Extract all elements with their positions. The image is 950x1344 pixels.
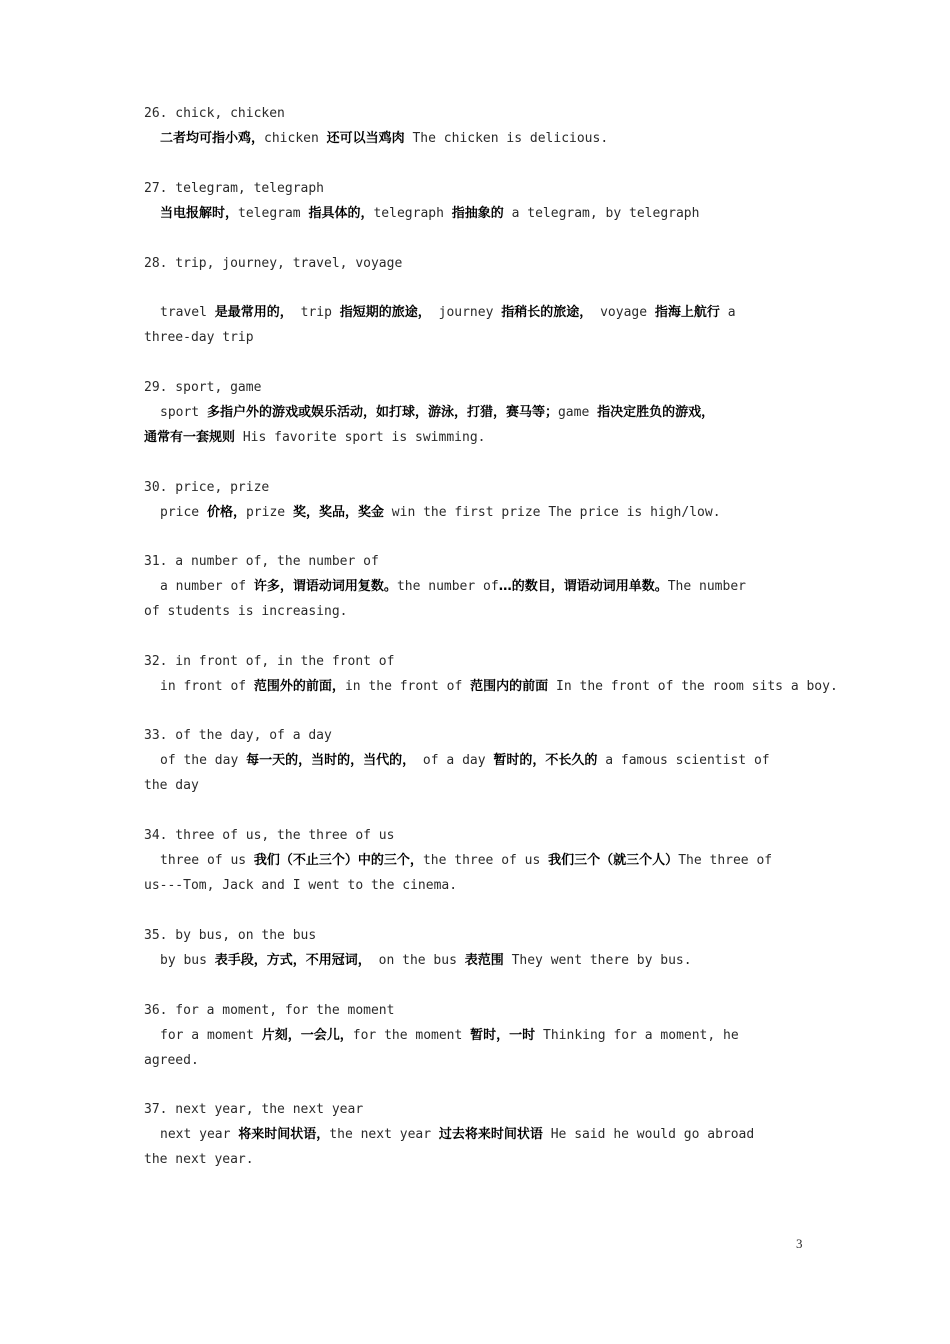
entry-30 xyxy=(144,475,844,525)
entry-text: 当电报解时，telegram 指具体的，telegraph 指抽象的 a telegram, by telegraph xyxy=(160,206,700,221)
entry-text: sport 多指户外的游戏或娱乐活动，如打球，游泳，打猎，赛马等；game 指决定胜负的游戏， xyxy=(160,405,715,420)
entry-heading: 28. trip, journey, travel, voyage xyxy=(144,256,403,271)
entry-heading: 35. by bus, on the bus xyxy=(144,928,317,943)
entry-heading: 29. sport, game xyxy=(144,380,262,395)
page-number: 3 xyxy=(796,1236,803,1251)
entry-33 xyxy=(144,723,844,798)
entry-26 xyxy=(144,101,844,151)
entry-heading: 34. three of us, the three of us xyxy=(144,828,395,843)
entry-36 xyxy=(144,998,844,1073)
entry-text: travel 是最常用的， trip 指短期的旅途， journey 指稍长的旅途， voyage 指海上航行 a xyxy=(160,305,736,320)
entry-29 xyxy=(144,375,844,450)
entry-text: 二者均可指小鸡，chicken 还可以当鸡肉 The chicken is delicious. xyxy=(160,131,609,146)
entry-31 xyxy=(144,549,844,624)
entry-text: for a moment 片刻，一会儿，for the moment 暂时，一时 Thinking for a moment, he xyxy=(160,1028,739,1043)
entry-text: of the day 每一天的，当时的，当代的， of a day 暂时的，不长久的 a famous scientist of xyxy=(160,753,770,768)
entry-heading: 37. next year, the next year xyxy=(144,1102,364,1117)
entry-text: the day xyxy=(144,778,199,793)
entry-text: the next year. xyxy=(144,1152,254,1167)
entry-32 xyxy=(144,649,844,699)
entry-text: next year 将来时间状语，the next year 过去将来时间状语 He said he would go abroad xyxy=(160,1127,755,1142)
entry-text: three-day trip xyxy=(144,330,254,345)
entry-text: three of us 我们（不止三个）中的三个，the three of us 我们三个（就三个人）The three of xyxy=(160,853,773,868)
entry-text: us---Tom, Jack and I went to the cinema. xyxy=(144,878,458,893)
entry-35 xyxy=(144,923,844,973)
entry-text: by bus 表手段，方式，不用冠词， on the bus 表范围 They went there by bus. xyxy=(160,953,692,968)
entry-text: in front of 范围外的前面，in the front of 范围内的前面 In the front of the room sits a boy. xyxy=(160,679,838,694)
entry-text: a number of 许多，谓语动词用复数。the number of…的数目，谓语动词用单数。The number xyxy=(160,579,746,594)
entry-text: of students is increasing. xyxy=(144,604,348,619)
entry-heading: 32. in front of, in the front of xyxy=(144,654,395,669)
entry-text: 通常有一套规则 His favorite sport is swimming. xyxy=(144,430,486,445)
entry-37 xyxy=(144,1097,844,1172)
entry-27 xyxy=(144,176,844,226)
entry-heading: 27. telegram, telegraph xyxy=(144,181,325,196)
entry-heading: 31. a number of, the number of xyxy=(144,554,379,569)
entry-heading: 26. chick, chicken xyxy=(144,106,285,121)
entry-heading: 36. for a moment, for the moment xyxy=(144,1003,395,1018)
entry-text: agreed. xyxy=(144,1053,199,1068)
entry-text: price 价格，prize 奖，奖品，奖金 win the first prize The price is high/low. xyxy=(160,505,721,520)
entry-34 xyxy=(144,823,844,898)
entry-heading: 33. of the day, of a day xyxy=(144,728,332,743)
entry-heading: 30. price, prize xyxy=(144,480,270,495)
entry-28 xyxy=(144,251,844,350)
